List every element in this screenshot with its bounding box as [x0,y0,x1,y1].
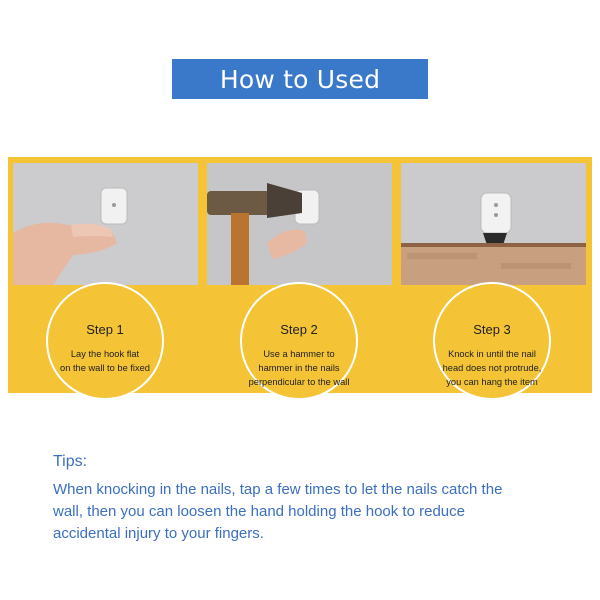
step-2-line: hammer in the nails [258,363,340,373]
tips-line: wall, then you can loosen the hand holding the hook to reduce [53,503,465,520]
step-3-photo [401,163,586,285]
step-1-title: Step 1 [86,322,124,337]
step-1-description [35,347,175,375]
tips-body [53,479,553,545]
step-2-line: perpendicular to the wall [248,377,350,387]
step-3-description [422,347,562,389]
step-3-text [422,322,562,389]
step-1-text [35,322,175,375]
step-2-title: Step 2 [280,322,318,337]
step-3-line: head does not protrude, [442,363,542,373]
step-3-line: you can hang the item [446,377,538,387]
tips-line: When knocking in the nails, tap a few times to let the nails catch the [53,481,503,498]
step-1-photo [13,163,198,285]
tips-line: accidental injury to your fingers. [53,525,264,542]
step-2-description [229,347,369,389]
step-1-line: on the wall to be fixed [60,363,150,373]
step-3-line: Knock in until the nail [448,349,536,359]
step-2-photo [207,163,392,285]
step-3-title: Step 3 [473,322,511,337]
step-1-line: Lay the hook flat [70,349,140,359]
step-2-text [229,322,369,389]
step-2-line: Use a hammer to [263,349,335,359]
title-banner [172,59,428,99]
tips-heading: Tips: [53,453,88,470]
page-title: How to Used [219,64,381,94]
